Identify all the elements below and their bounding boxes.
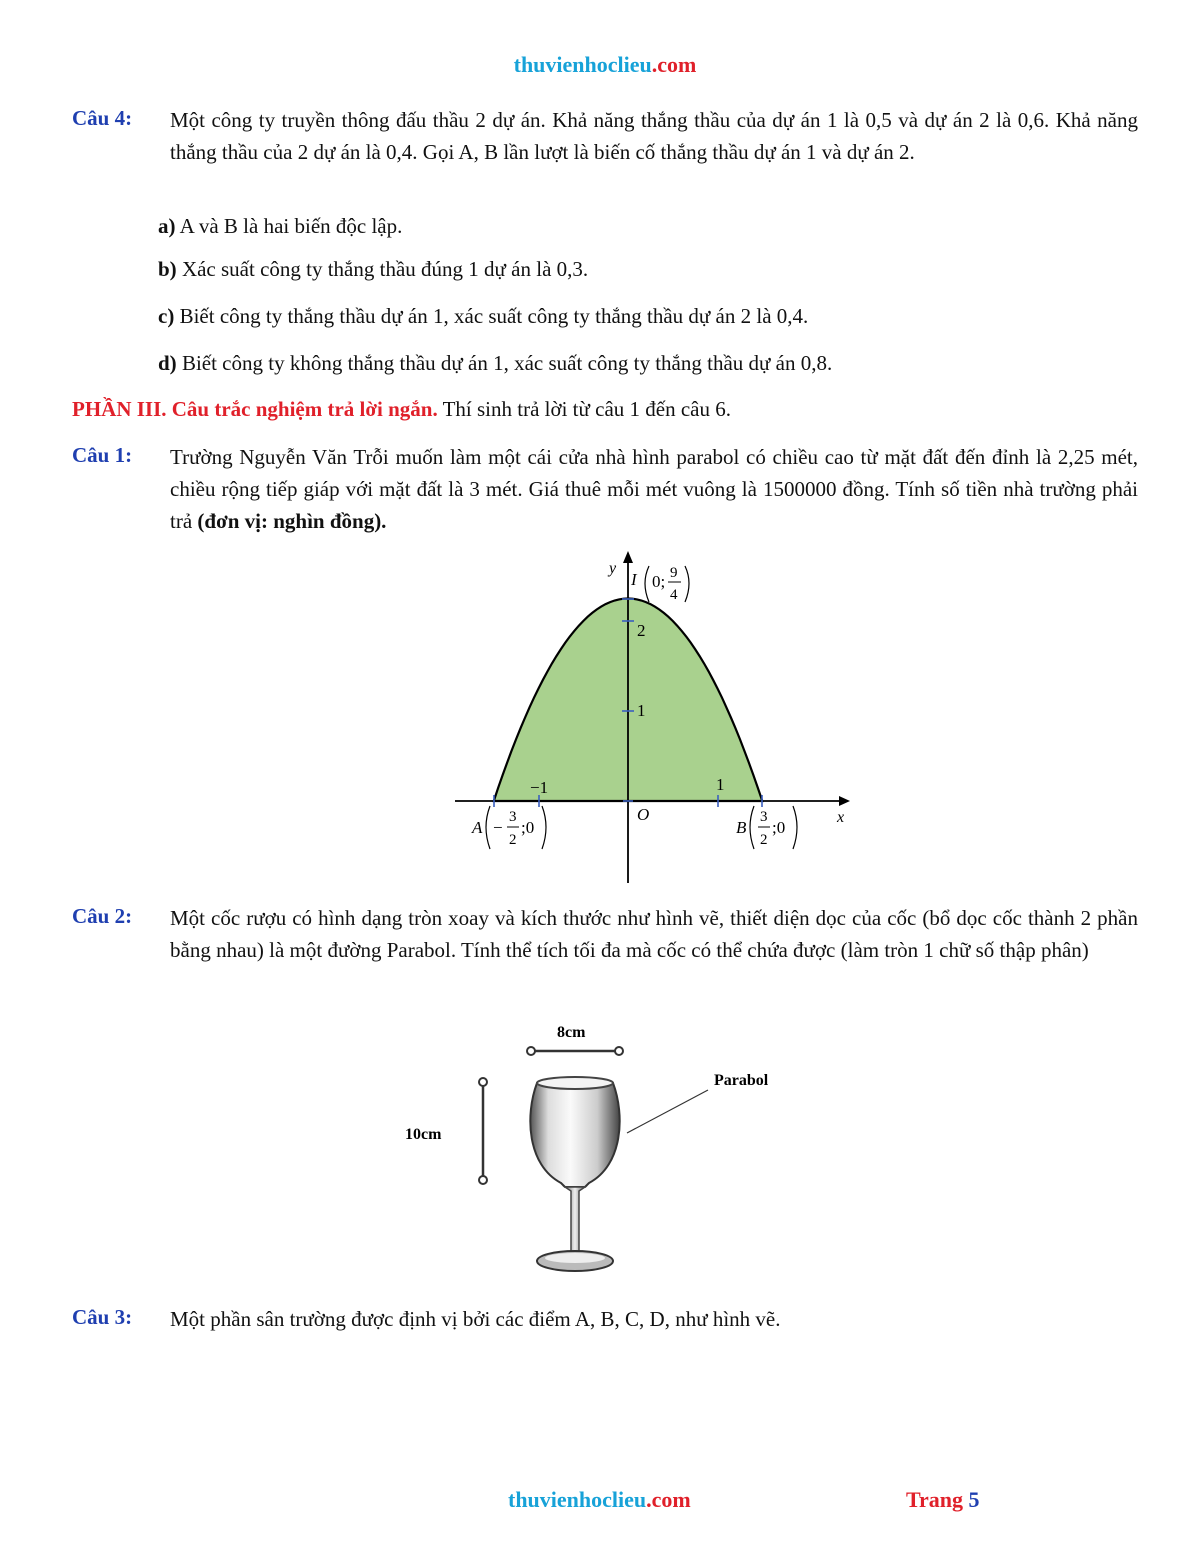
q4-option-d-text: Biết công ty không thắng thầu dự án 1, xác suất công ty thắng thầu dự án 0,8. [181, 351, 833, 375]
q4-text: Một công ty truyền thông đấu thầu 2 dự án. Khả năng thắng thầu của dự án 1 là 0,5 và dự án 2 là 0,6. Khả năng thắng thầu của 2 dự án là 0,4. Gọi A, B lần lượt là biến cố thắng thầu dự án 1 và dự án 2. [170, 108, 1138, 164]
page-number [906, 1487, 980, 1513]
point-a-minus: − [493, 818, 503, 837]
header-site-tld: .com [651, 52, 697, 77]
q4-option-b-key: b) [158, 257, 177, 281]
q4-label: Câu 4: [72, 106, 133, 130]
point-b-den: 2 [760, 832, 768, 848]
q4-option-b-text: Xác suất công ty thắng thầu đúng 1 dự án là 0,3. [181, 257, 589, 281]
point-b-y: ;0 [772, 818, 786, 837]
x-tick-label-1: 1 [716, 775, 725, 794]
point-a-left-paren [486, 806, 490, 849]
point-b-num: 3 [760, 809, 768, 825]
point-a-y: ;0 [521, 818, 535, 837]
x-tick-label-minus-1: −1 [530, 778, 549, 797]
q4-option-a-text: A và B là hai biến độc lập. [179, 214, 403, 238]
wine-glass-figure [395, 1015, 795, 1290]
q1-label: Câu 1: [72, 443, 133, 467]
part3-heading [72, 397, 731, 422]
footer-site [508, 1487, 691, 1513]
glass-bowl [530, 1083, 619, 1187]
y-axis-label: y [609, 560, 617, 577]
header-site-name: thuvienhoclieu [513, 52, 652, 77]
q2-label: Câu 2: [72, 904, 133, 928]
part3-instructions: Thí sinh trả lời từ câu 1 đến câu 6. [437, 397, 732, 421]
part3-title: PHẦN III. Câu trắc nghiệm trả lời ngắn. [72, 397, 438, 421]
point-b-letter: B [736, 818, 747, 837]
parabol-label: Parabol [714, 1072, 769, 1089]
q4-option-c-text: Biết công ty thắng thầu dự án 1, xác suất công ty thắng thầu dự án 2 là 0,4. [179, 304, 809, 328]
q4-option-a [158, 214, 402, 239]
q3-label: Câu 3: [72, 1305, 133, 1329]
page-number-value: 5 [968, 1487, 980, 1512]
point-a-right-paren [542, 806, 546, 849]
point-a-num: 3 [509, 809, 517, 825]
vertex-label-num: 9 [670, 565, 678, 581]
header-site [0, 52, 1194, 78]
y-axis-arrow [623, 551, 633, 563]
q4-option-a-key: a) [158, 214, 176, 238]
q1-body: Trường Nguyễn Văn Trỗi muốn làm một cái cửa nhà hình parabol có chiều cao từ mặt đất đến đỉnh là 2,25 mét, chiều rộng tiếp giáp với mặt đất là 3 mét. Giá thuê mỗi mét vuông là 1500000 đồng. Tính số tiền nhà trường phải trả [170, 445, 1138, 533]
glass-stem [565, 1187, 585, 1253]
parabola-graph [455, 545, 855, 885]
q1-text [170, 441, 1138, 537]
vertex-label-letter: I [631, 570, 637, 589]
glass-width-label: 8cm [557, 1024, 586, 1041]
vertex-label-den: 4 [670, 587, 678, 603]
point-b-left-paren [750, 806, 754, 849]
glass-rim [537, 1077, 613, 1089]
point-a-den: 2 [509, 832, 517, 848]
q2-text: Một cốc rượu có hình dạng tròn xoay và kích thước như hình vẽ, thiết diện dọc của cốc (bổ dọc cốc thành 2 phần bằng nhau) là một đường Parabol. Tính thể tích tối đa mà cốc có thể chứa được (làm tròn 1 chữ số thập phân) [170, 906, 1138, 962]
y-tick-label-2: 2 [637, 621, 646, 640]
y-tick-label-1: 1 [637, 701, 646, 720]
point-a-letter: A [472, 818, 483, 837]
vertex-label-x: 0; [652, 572, 666, 591]
glass-height-label: 10cm [405, 1126, 442, 1143]
page-number-label: Trang [906, 1487, 969, 1512]
height-dimension-end-bottom [479, 1176, 487, 1184]
q4-option-b [158, 257, 588, 282]
q4-option-d-key: d) [158, 351, 177, 375]
q3-text: Một phần sân trường được định vị bởi các điểm A, B, C, D, như hình vẽ. [170, 1307, 781, 1331]
width-dimension-end-right [615, 1047, 623, 1055]
footer-site-name: thuvienhoclieu [508, 1487, 647, 1512]
q4-option-d [158, 351, 832, 376]
point-b-right-paren [793, 806, 797, 849]
origin-label: O [637, 805, 650, 824]
q4-option-c [158, 304, 808, 329]
height-dimension-end-top [479, 1078, 487, 1086]
vertex-right-paren [685, 566, 689, 602]
width-dimension-end-left [527, 1047, 535, 1055]
x-axis-label: x [837, 809, 845, 826]
parabol-leader-line [627, 1090, 708, 1133]
x-axis-arrow [839, 796, 850, 806]
q4-option-c-key: c) [158, 304, 175, 328]
vertex-left-paren [645, 566, 649, 602]
q1-unit: (đơn vị: nghìn đồng). [197, 509, 387, 533]
glass-base-highlight [545, 1253, 605, 1263]
footer-site-tld: .com [646, 1487, 691, 1512]
